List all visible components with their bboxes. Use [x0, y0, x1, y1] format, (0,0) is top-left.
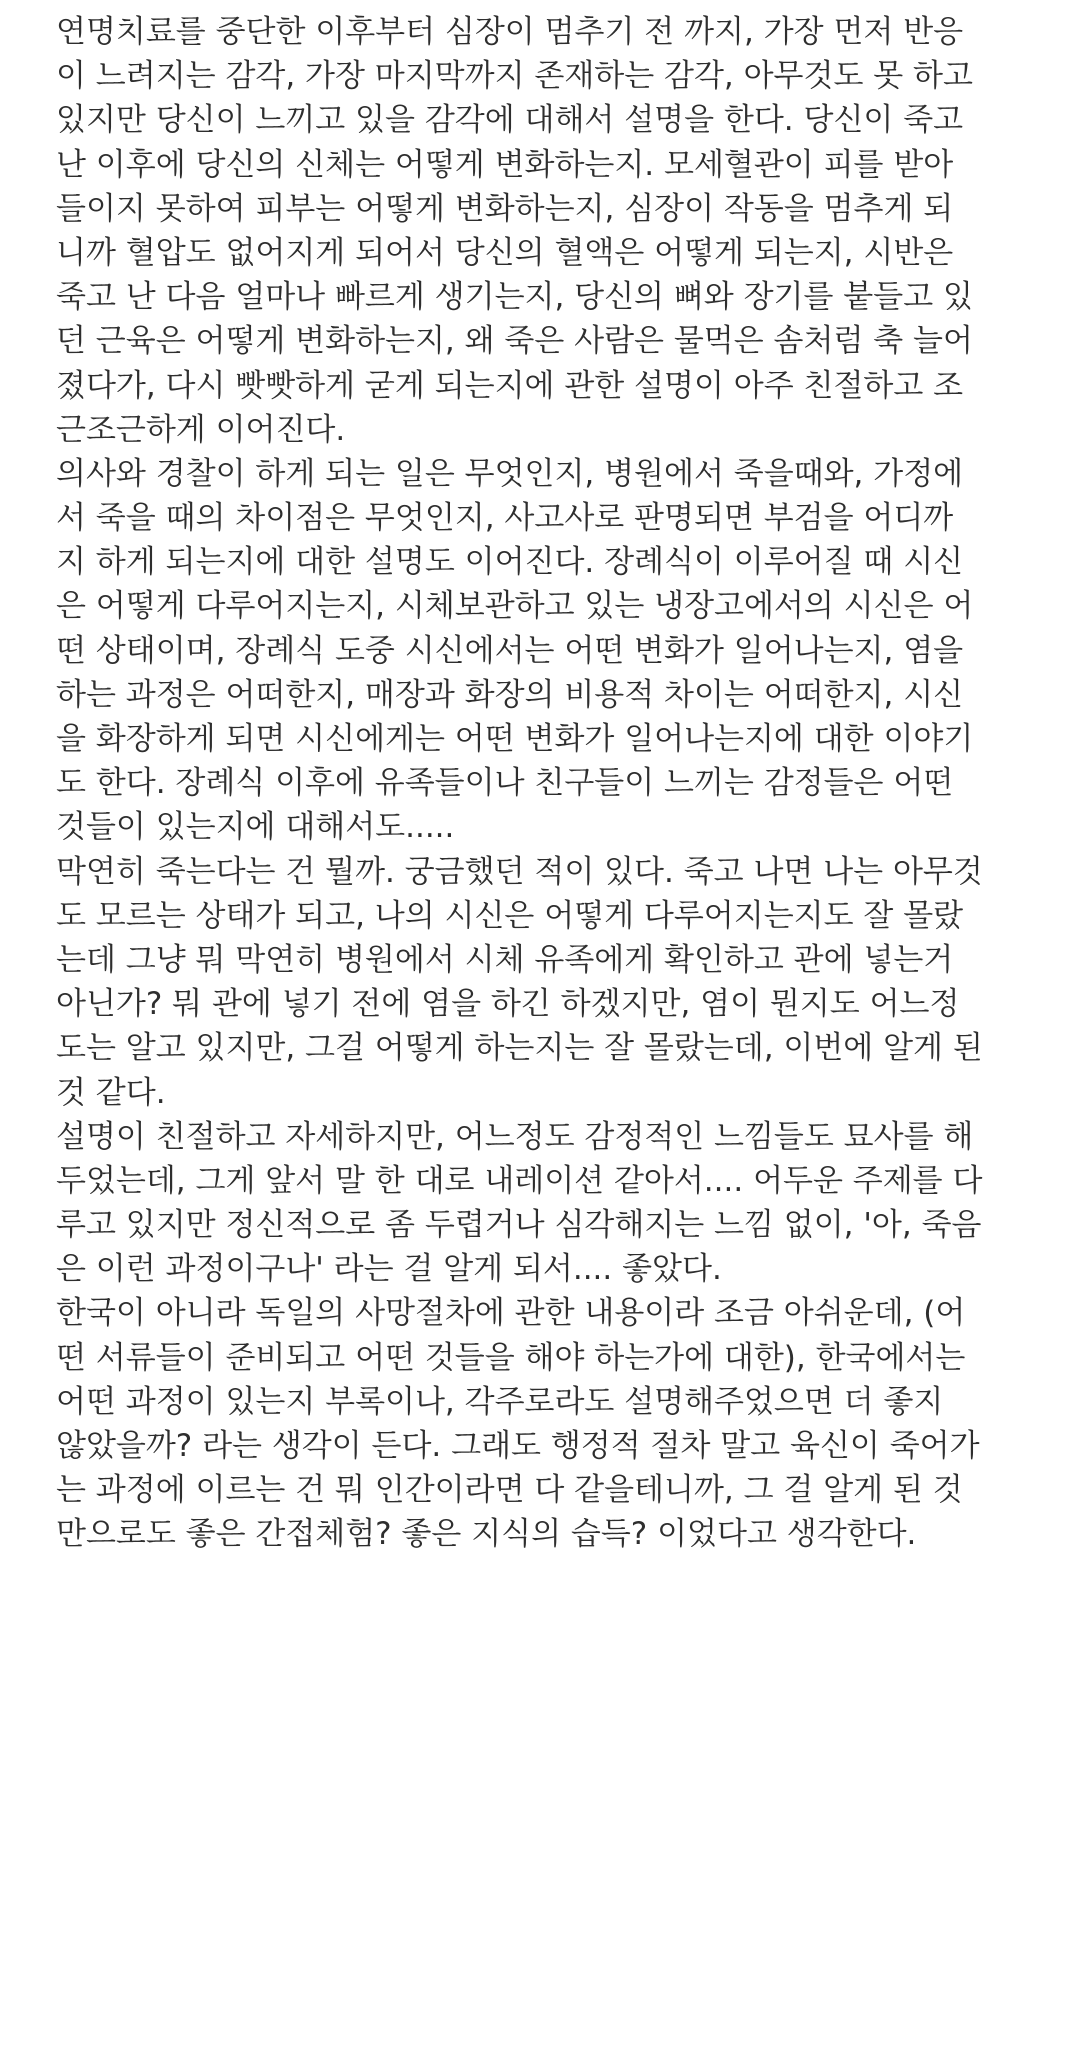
text-line: 설명이 친절하고 자세하지만, 어느정도 감정적인 느낌들도 묘사를 해 — [56, 1118, 974, 1155]
text-line: 니까 혈압도 없어지게 되어서 당신의 혈액은 어떻게 되는지, 시반은 — [56, 234, 954, 271]
text-line: 의사와 경찰이 하게 되는 일은 무엇인지, 병원에서 죽을때와, 가정에 — [56, 455, 964, 492]
text-line: 루고 있지만 정신적으로 좀 두렵거나 심각해지는 느낌 없이, '아, 죽음 — [56, 1207, 982, 1244]
text-line: 지 하게 되는지에 대한 설명도 이어진다. 장례식이 이루어질 때 시신 — [56, 544, 964, 581]
text-line: 난 이후에 당신의 신체는 어떻게 변화하는지. 모세혈관이 피를 받아 — [56, 146, 954, 183]
text-line: 막연히 죽는다는 건 뭘까. 궁금했던 적이 있다. 죽고 나면 나는 아무것 — [56, 853, 983, 890]
text-line: 두었는데, 그게 앞서 말 한 대로 내레이션 같아서.... 어두운 주제를 다 — [56, 1162, 983, 1199]
text-line: 는데 그냥 뭐 막연히 병원에서 시체 유족에게 확인하고 관에 넣는거 — [56, 941, 954, 978]
text-line: 어떤 과정이 있는지 부록이나, 각주로라도 설명해주었으면 더 좋지 — [56, 1383, 944, 1420]
text-line: 던 근육은 어떻게 변화하는지, 왜 죽은 사람은 물먹은 솜처럼 축 늘어 — [56, 323, 973, 360]
text-line: 은 어떻게 다루어지는지, 시체보관하고 있는 냉장고에서의 시신은 어 — [56, 588, 974, 625]
text-line: 있지만 당신이 느끼고 있을 감각에 대해서 설명을 한다. 당신이 죽고 — [56, 102, 964, 139]
text-line: 떤 서류들이 준비되고 어떤 것들을 해야 하는가에 대한), 한국에서는 — [56, 1339, 966, 1376]
text-line: 하는 과정은 어떠한지, 매장과 화장의 비용적 차이는 어떠한지, 시신 — [56, 676, 964, 713]
text-line: 아닌가? 뭐 관에 넣기 전에 염을 하긴 하겠지만, 염이 뭔지도 어느정 — [56, 986, 960, 1023]
text-line: 들이지 못하여 피부는 어떻게 변화하는지, 심장이 작동을 멈추게 되 — [56, 190, 954, 227]
text-line: 이 느려지는 감각, 가장 마지막까지 존재하는 감각, 아무것도 못 하고 — [56, 58, 973, 95]
text-line: 도는 알고 있지만, 그걸 어떻게 하는지는 잘 몰랐는데, 이번에 알게 된 — [56, 1030, 983, 1067]
text-line: 연명치료를 중단한 이후부터 심장이 멈추기 전 까지, 가장 먼저 반응 — [56, 14, 964, 50]
text-line: 서 죽을 때의 차이점은 무엇인지, 사고사로 판명되면 부검을 어디까 — [56, 500, 954, 537]
text-line: 근조근하게 이어진다. — [56, 411, 346, 448]
text-line: 는 과정에 이르는 건 뭐 인간이라면 다 같을테니까, 그 걸 알게 된 것 — [56, 1472, 963, 1509]
text-line: 만으로도 좋은 간접체험? 좋은 지식의 습득? 이었다고 생각한다. — [56, 1516, 917, 1553]
text-line: 않았을까? 라는 생각이 든다. 그래도 행정적 절차 말고 육신이 죽어가 — [56, 1428, 980, 1464]
text-line: 을 화장하게 되면 시신에게는 어떤 변화가 일어나는지에 대한 이야기 — [56, 721, 974, 757]
text-line: 도 한다. 장례식 이후에 유족들이나 친구들이 느끼는 감정들은 어떤 — [56, 765, 954, 802]
text-line: 떤 상태이며, 장례식 도중 시신에서는 어떤 변화가 일어나는지, 염을 — [56, 632, 964, 669]
text-line: 졌다가, 다시 빳빳하게 굳게 되는지에 관한 설명이 아주 친절하고 조 — [56, 367, 964, 404]
text-line: 것들이 있는지에 대해서도..... — [56, 809, 455, 846]
text-line: 은 이런 과정이구나' 라는 걸 알게 되서.... 좋았다. — [56, 1251, 722, 1288]
text-line: 한국이 아니라 독일의 사망절차에 관한 내용이라 조금 아쉬운데, (어 — [56, 1295, 966, 1332]
text-line: 도 모르는 상태가 되고, 나의 시신은 어떻게 다루어지는지도 잘 몰랐 — [56, 897, 964, 934]
text-line: 것 같다. — [56, 1074, 166, 1111]
text-line: 죽고 난 다음 얼마나 빠르게 생기는지, 당신의 뼈와 장기를 붙들고 있 — [56, 279, 973, 316]
